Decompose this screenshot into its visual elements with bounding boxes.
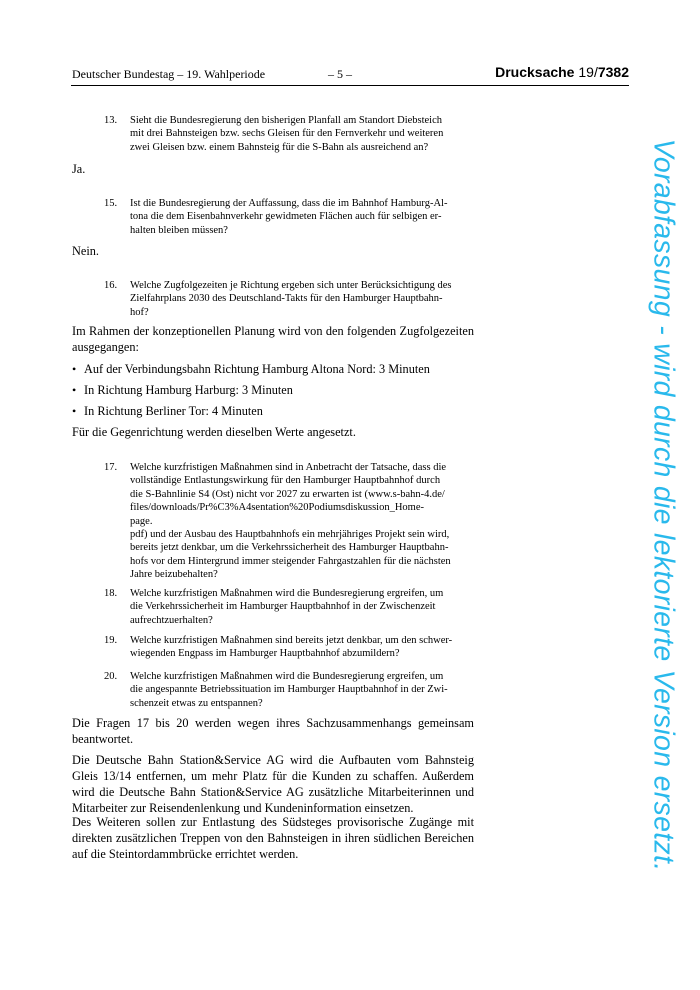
question-line: Jahre beizubehalten? bbox=[130, 569, 218, 581]
watermark-text: Vorabfassung - wird durch die lektorierte Version ersetzt. bbox=[647, 138, 680, 872]
doc-label: Drucksache bbox=[495, 64, 575, 80]
question-number: 19. bbox=[104, 635, 118, 646]
question-line: aufrechtzuerhalten? bbox=[130, 614, 213, 626]
question-line: mit drei Bahnsteigen bzw. sechs Gleisen für den Fernverkehr und weiteren bbox=[130, 128, 444, 140]
question-number: 15. bbox=[104, 198, 118, 209]
question-line: Welche Zugfolgezeiten je Richtung ergeben sich unter Berücksichtigung des bbox=[130, 280, 452, 291]
question-line: Zielfahrplans 2030 des Deutschland-Takts für den Hamburger Hauptbahn- bbox=[130, 293, 443, 305]
question-line: die Verkehrssicherheit im Hamburger Hauptbahnhof in der Zwischenzeit bbox=[130, 601, 436, 613]
question-20 bbox=[104, 670, 474, 710]
answer-13: Ja. bbox=[72, 162, 86, 176]
bullet-text: In Richtung Hamburg Harburg: 3 Minuten bbox=[84, 383, 293, 397]
question-18 bbox=[104, 587, 474, 627]
question-19 bbox=[104, 634, 474, 661]
question-16 bbox=[104, 279, 474, 319]
question-number: 16. bbox=[104, 280, 118, 291]
question-13 bbox=[104, 114, 474, 154]
question-number: 17. bbox=[104, 462, 118, 473]
document-number bbox=[495, 64, 629, 80]
header-rule bbox=[71, 85, 629, 86]
draft-watermark bbox=[643, 110, 683, 900]
bullet-icon: • bbox=[72, 362, 77, 376]
answer-17-20-paragraph: Die Deutsche Bahn Station&Service AG wird die Aufbauten vom Bahnsteig Gleis 13/14 entfernen, um mehr Platz für die Kunden zu schaffen. Außerdem wird die Deutsche Bahn Station&Service AG zusätzliche Mitarbeiterinnen und Mitarbeiter zur Reisendenlenkung und Kundeninformation einsetzen. bbox=[72, 753, 474, 815]
bullet-item bbox=[72, 361, 474, 377]
question-line: wiegenden Engpass im Hamburger Hauptbahnhof abzumildern? bbox=[130, 648, 400, 660]
question-line: schenzeit etwas zu entspannen? bbox=[130, 697, 263, 709]
question-line: Welche kurzfristigen Maßnahmen sind in Anbetracht der Tatsache, dass die bbox=[130, 462, 447, 473]
bullet-text: Auf der Verbindungsbahn Richtung Hamburg Altona Nord: 3 Minuten bbox=[84, 362, 430, 376]
answer-17-20-paragraph: Des Weiteren sollen zur Entlastung des Südsteges provisorische Zugänge mit direkten zusätzlichen Treppen von den Bahnsteigen in ihren südlichen Bereichen auf die Steintordammbrücke errichtet werden. bbox=[72, 815, 474, 861]
question-line: die angespannte Betriebssituation im Hamburger Hauptbahnhof in der Zwi- bbox=[130, 684, 448, 696]
page-number: – 5 – bbox=[328, 67, 352, 81]
header-title: Deutscher Bundestag – 19. Wahlperiode bbox=[72, 67, 266, 81]
question-line: Sieht die Bundesregierung den bisherigen Planfall am Standort Diebsteich bbox=[130, 115, 443, 126]
answer-17-20-intro: Die Fragen 17 bis 20 werden wegen ihres Sachzusammenhangs gemeinsam beantwortet. bbox=[72, 716, 474, 746]
answer-16-outro: Für die Gegenrichtung werden dieselben Werte angesetzt. bbox=[72, 425, 356, 439]
answer-16-intro: Im Rahmen der konzeptionellen Planung wird von den folgenden Zugfolgezeiten ausgegangen: bbox=[72, 324, 474, 354]
doc-number-bold: 7382 bbox=[597, 64, 629, 80]
question-line: Welche kurzfristigen Maßnahmen sind bereits jetzt denkbar, um den schwer- bbox=[130, 635, 453, 646]
question-line: halten bleiben müssen? bbox=[130, 224, 228, 236]
question-number: 18. bbox=[104, 588, 118, 599]
question-number: 20. bbox=[104, 671, 118, 682]
bullet-text: In Richtung Berliner Tor: 4 Minuten bbox=[84, 404, 263, 418]
doc-number-plain: 19/ bbox=[578, 64, 598, 80]
question-line: bereits jetzt denkbar, um die Verkehrssicherheit des Hamburger Hauptbahn- bbox=[130, 542, 449, 554]
question-line: page. bbox=[130, 515, 153, 527]
question-line: files/downloads/Pr%C3%A4sentation%20Podiumsdiskussion_Home- bbox=[130, 502, 424, 514]
question-15 bbox=[104, 197, 474, 237]
bullet-item bbox=[72, 403, 474, 419]
answer-15: Nein. bbox=[72, 244, 99, 258]
bullet-item bbox=[72, 382, 474, 398]
question-line: zwei Gleisen bzw. einem Bahnsteig für die S-Bahn als ausreichend an? bbox=[130, 141, 429, 153]
question-line: tona die dem Eisenbahnverkehr gewidmeten Flächen auch für selbigen er- bbox=[130, 211, 442, 223]
question-line: hofs vor dem Hintergrund immer steigender Fahrgastzahlen für die nächsten bbox=[130, 555, 451, 567]
question-line: die S-Bahnlinie S4 (Ost) nicht vor 2027 zu erwarten ist (www.s-bahn-4.de/ bbox=[130, 488, 445, 500]
question-line: vollständige Entlastungswirkung für den Hamburger Hauptbahnhof durch bbox=[130, 475, 441, 487]
question-line: hof? bbox=[130, 306, 149, 318]
question-number: 13. bbox=[104, 115, 118, 126]
question-line: Ist die Bundesregierung der Auffassung, dass die im Bahnhof Hamburg-Al- bbox=[130, 198, 448, 209]
question-line: pdf) und der Ausbau des Hauptbahnhofs ein mehrjähriges Projekt sein wird, bbox=[130, 529, 450, 541]
question-17 bbox=[104, 461, 474, 582]
question-line: Welche kurzfristigen Maßnahmen wird die Bundesregierung ergreifen, um bbox=[130, 588, 444, 599]
bullet-icon: • bbox=[72, 404, 77, 418]
bullet-icon: • bbox=[72, 383, 77, 397]
question-line: Welche kurzfristigen Maßnahmen wird die Bundesregierung ergreifen, um bbox=[130, 671, 444, 682]
